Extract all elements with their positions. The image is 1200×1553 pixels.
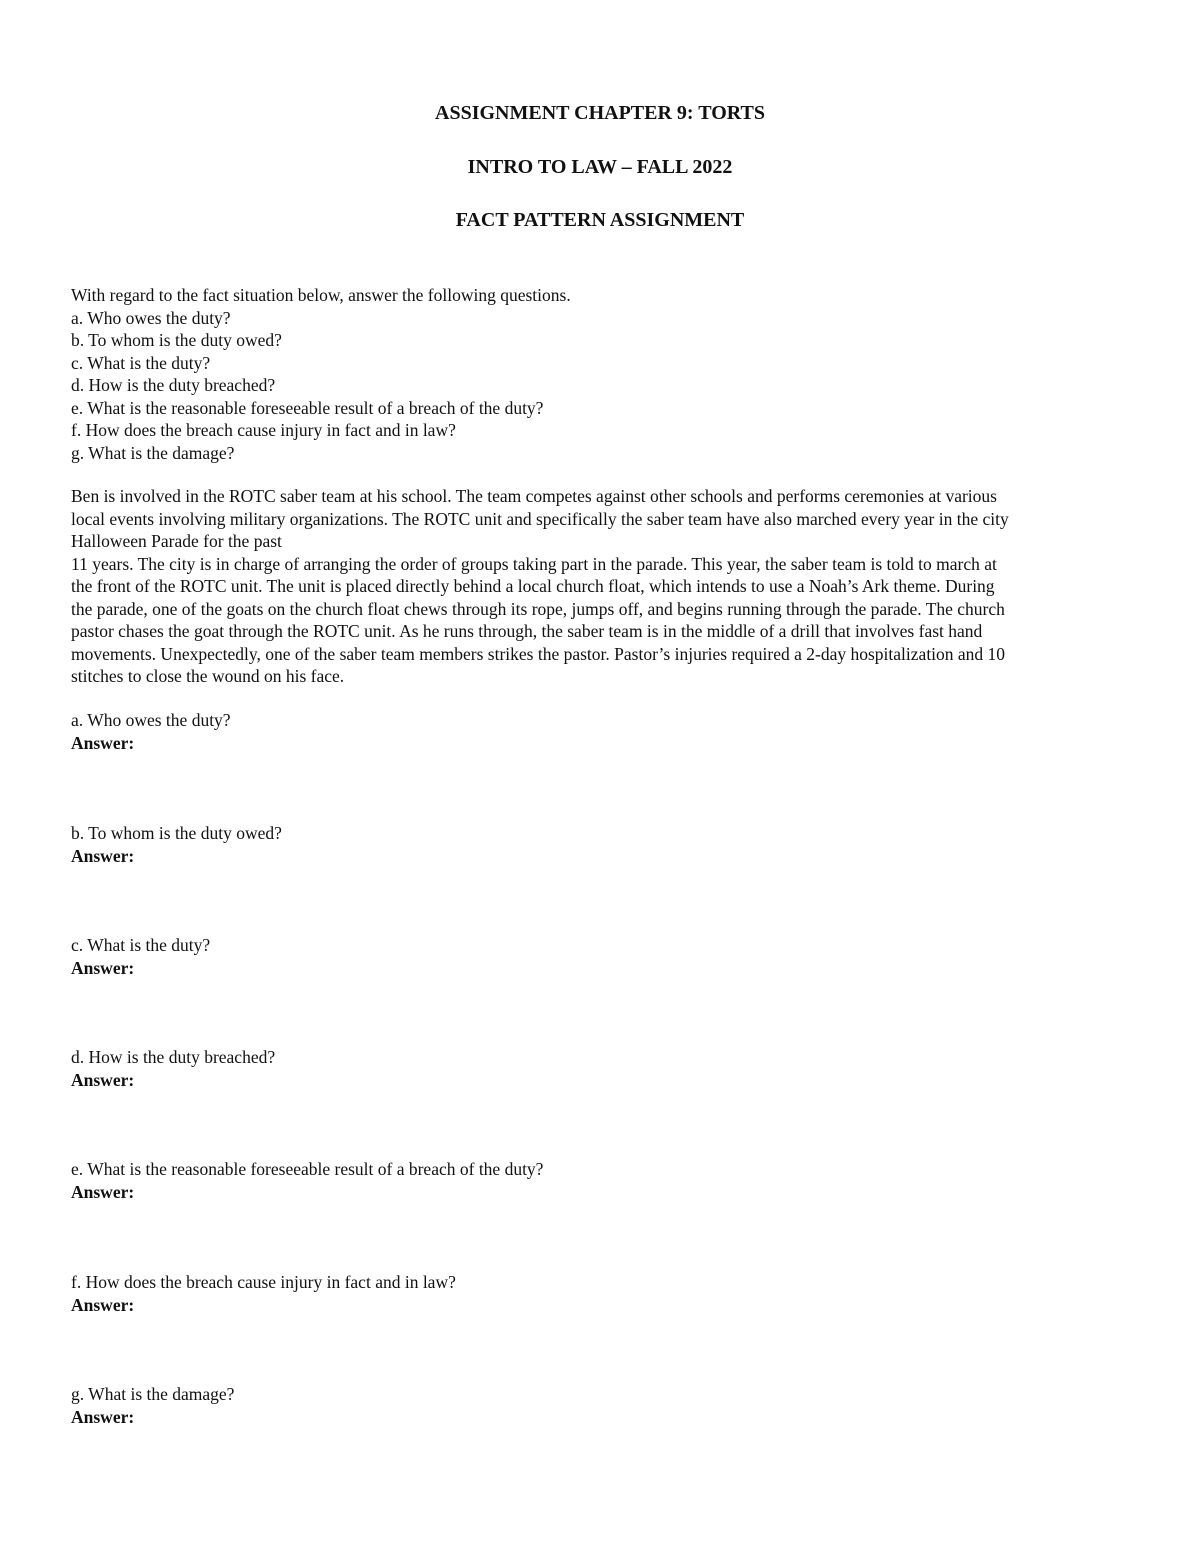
answer-label: Answer: [71,1069,135,1090]
answer-block-d [71,1046,1136,1091]
answer-label: Answer: [71,1294,135,1315]
answer-question: f. How does the breach cause injury in fact and in law? [71,1272,456,1292]
answer-question: c. What is the duty? [71,935,211,955]
answer-question: a. Who owes the duty? [71,710,231,730]
answer-block-b [71,822,1136,867]
answer-block-e [71,1158,1136,1203]
section-title: FACT PATTERN ASSIGNMENT [455,209,745,231]
fact-pattern-line: movements. Unexpectedly, one of the saber team members strikes the pastor. Pastor’s injuries required a 2-day hospitalization and 10 [71,643,1006,664]
answer-question: b. To whom is the duty owed? [71,823,282,843]
answer-question: d. How is the duty breached? [71,1047,276,1067]
course-title: INTRO TO LAW – FALL 2022 [467,156,733,178]
answer-block-c [71,934,1136,979]
instructions-block [71,284,1136,464]
fact-pattern-line: Ben is involved in the ROTC saber team at his school. The team competes against other schools and performs ceremonies at various [71,486,997,506]
answer-label: Answer: [71,732,135,753]
instructions-intro: With regard to the fact situation below, answer the following questions. [71,285,571,305]
question-item: c. What is the duty? [71,352,211,373]
answer-block-g [71,1383,1136,1428]
question-item: a. Who owes the duty? [71,307,231,328]
fact-pattern-line: Halloween Parade for the past [71,531,282,551]
answer-label: Answer: [71,845,135,866]
answer-label: Answer: [71,957,135,978]
fact-pattern-line: the front of the ROTC unit. The unit is placed directly behind a local church float, which intends to use a Noah’s Ark theme. During [71,576,995,596]
fact-pattern-line: 11 years. The city is in charge of arranging the order of groups taking part in the parade. This year, the saber team is told to march at [71,553,997,574]
fact-pattern-paragraph [71,485,1136,688]
question-item: f. How does the breach cause injury in fact and in law? [71,420,456,440]
fact-pattern-line: local events involving military organizations. The ROTC unit and specifically the saber team have also marched every year in the city [71,508,1009,529]
fact-pattern-line: stitches to close the wound on his face. [71,666,345,686]
question-item: g. What is the damage? [71,442,235,463]
question-item: e. What is the reasonable foreseeable result of a breach of the duty? [71,397,544,418]
answer-question: e. What is the reasonable foreseeable result of a breach of the duty? [71,1159,544,1179]
fact-pattern-line: pastor chases the goat through the ROTC unit. As he runs through, the saber team is in the middle of a drill that involves fast hand [71,621,983,641]
question-item: d. How is the duty breached? [71,375,276,395]
question-item: b. To whom is the duty owed? [71,330,282,350]
answer-block-f [71,1271,1136,1316]
answer-label: Answer: [71,1406,135,1427]
answer-label: Answer: [71,1181,135,1202]
answer-question: g. What is the damage? [71,1384,235,1404]
fact-pattern-line: the parade, one of the goats on the church float chews through its rope, jumps off, and begins running through the parade. The church [71,598,1005,619]
answer-block-a [71,709,1136,754]
assignment-title: ASSIGNMENT CHAPTER 9: TORTS [435,102,765,124]
